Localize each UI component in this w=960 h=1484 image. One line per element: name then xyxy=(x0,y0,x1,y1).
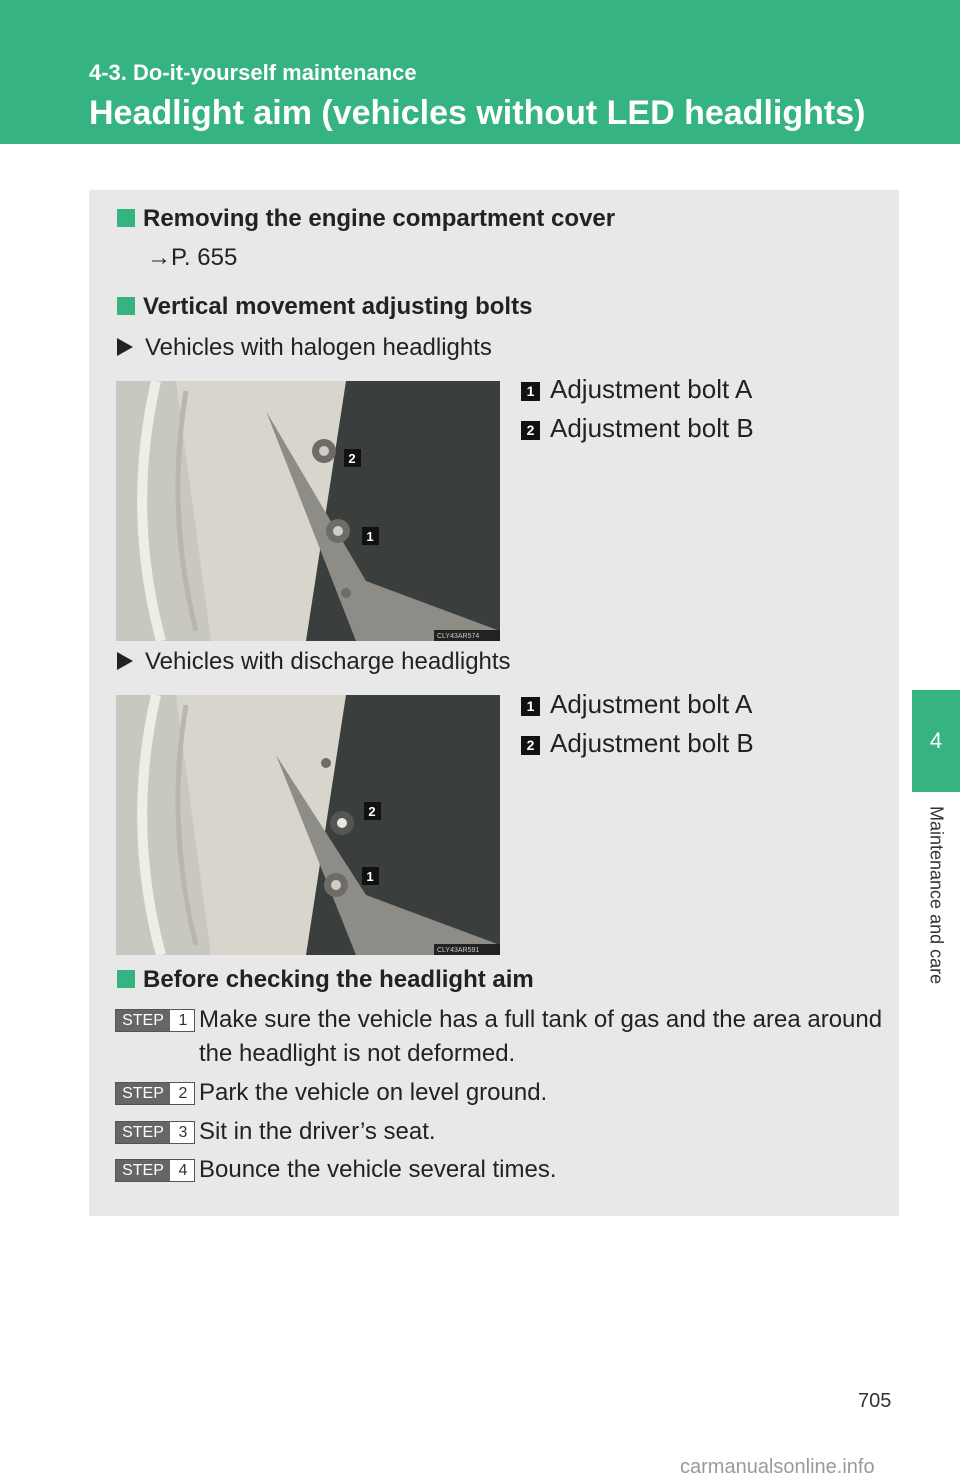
step-badge xyxy=(115,1082,195,1105)
step-badge xyxy=(115,1121,195,1144)
chapter-tab: 4 xyxy=(912,690,960,792)
step-text: Sit in the driver’s seat. xyxy=(199,1118,436,1145)
halogen-label xyxy=(117,334,492,362)
removing-reference-link[interactable]: →P. 655 xyxy=(147,244,238,271)
legend-text: Adjustment bolt B xyxy=(550,728,754,758)
step-badge-number: 2 xyxy=(178,1085,188,1102)
step-text: Bounce the vehicle several times. xyxy=(199,1156,557,1183)
vertical-heading-text: Vertical movement adjusting bolts xyxy=(143,293,533,320)
discharge-image-code: CLY43AR591 xyxy=(437,947,480,954)
step-badge-label: STEP xyxy=(116,1122,170,1143)
step-text: Park the vehicle on level ground. xyxy=(199,1079,548,1106)
halogen-legend-item xyxy=(521,374,752,405)
chapter-label xyxy=(914,806,958,1026)
step-badge xyxy=(115,1009,195,1032)
before-heading-text: Before checking the headlight aim xyxy=(143,966,534,993)
svg-text:1: 1 xyxy=(366,529,374,544)
legend-text: Adjustment bolt A xyxy=(550,374,753,404)
legend-text: Adjustment bolt A xyxy=(550,689,753,719)
halogen-image-code: CLY43AR574 xyxy=(437,633,480,640)
discharge-label-text: Vehicles with discharge headlights xyxy=(145,648,511,675)
page-number: 705 xyxy=(858,1390,892,1412)
svg-text:2: 2 xyxy=(368,804,376,819)
step-text-line: the headlight is not deformed. xyxy=(199,1040,516,1067)
page-title: Headlight aim (vehicles without LED headlights) xyxy=(89,94,866,132)
discharge-label xyxy=(117,648,511,676)
halogen-legend-item xyxy=(521,413,754,444)
number-badge-icon: 1 xyxy=(521,697,540,716)
svg-text:1: 1 xyxy=(366,869,374,884)
chapter-label-text: Maintenance and care xyxy=(926,806,947,985)
square-bullet-icon xyxy=(117,297,135,315)
page-header xyxy=(0,0,960,144)
discharge-legend-item xyxy=(521,689,752,720)
number-badge-icon: 2 xyxy=(521,736,540,755)
halogen-label-text: Vehicles with halogen headlights xyxy=(145,334,492,361)
step-badge-label: STEP xyxy=(116,1160,170,1181)
section-title: 4-3. Do-it-yourself maintenance xyxy=(89,60,417,85)
square-bullet-icon xyxy=(117,970,135,988)
discharge-legend-item xyxy=(521,728,754,759)
step-text-line: Make sure the vehicle has a full tank of gas and the area around xyxy=(199,1006,883,1033)
step-badge-number: 1 xyxy=(178,1012,188,1029)
number-badge-icon: 2 xyxy=(521,421,540,440)
removing-heading-text: Removing the engine compartment cover xyxy=(143,205,616,232)
triangle-bullet-icon xyxy=(117,652,133,670)
legend-text: Adjustment bolt B xyxy=(550,413,754,443)
before-heading xyxy=(117,966,534,994)
number-badge-icon: 1 xyxy=(521,382,540,401)
halogen-photo xyxy=(116,381,500,641)
step-badge-label: STEP xyxy=(116,1010,170,1031)
square-bullet-icon xyxy=(117,209,135,227)
step-badge xyxy=(115,1159,195,1182)
step-text xyxy=(199,1003,882,1071)
vertical-heading xyxy=(117,293,532,321)
removing-heading xyxy=(117,205,615,233)
step-badge-number: 3 xyxy=(178,1124,188,1141)
svg-text:2: 2 xyxy=(348,451,356,466)
watermark: carmanualsonline.info xyxy=(680,1456,875,1478)
step-badge-number: 4 xyxy=(178,1162,188,1179)
discharge-photo xyxy=(116,695,500,955)
triangle-bullet-icon xyxy=(117,338,133,356)
step-badge-label: STEP xyxy=(116,1083,170,1104)
